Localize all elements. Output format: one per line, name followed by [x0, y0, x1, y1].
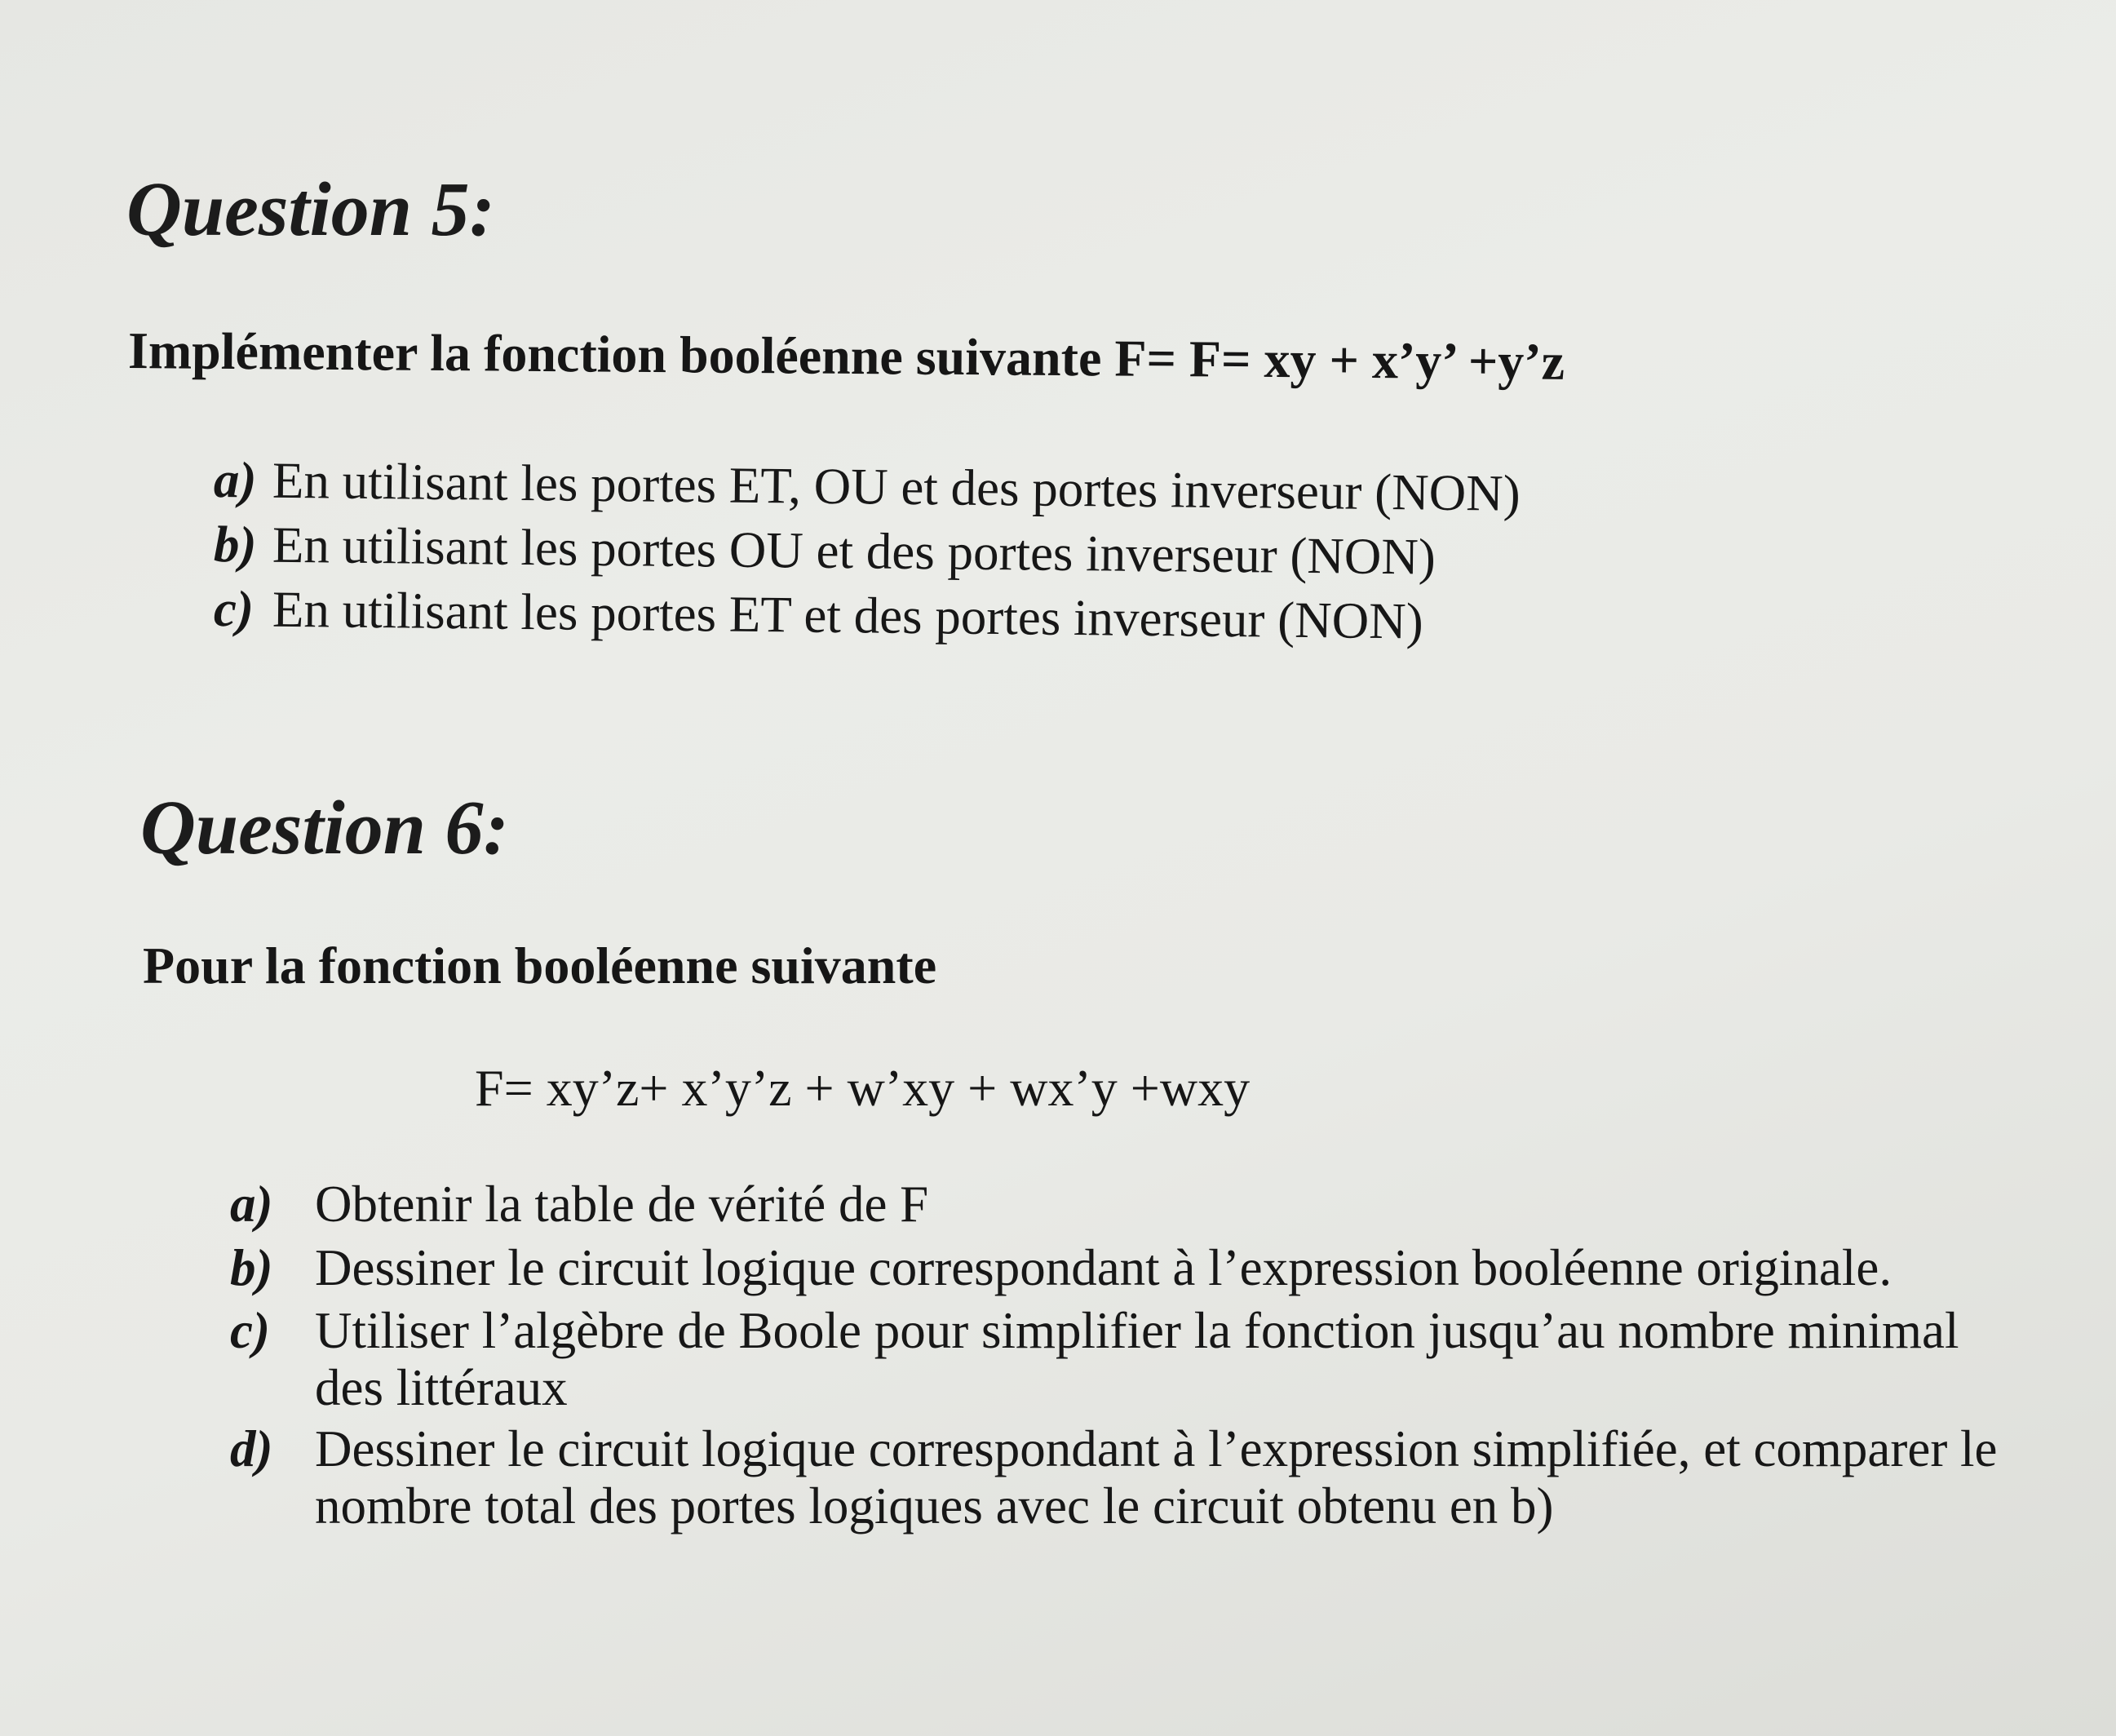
question-6-item-a — [230, 1176, 929, 1233]
item-marker: b) — [230, 1239, 273, 1296]
item-text: En utilisant les portes OU et des portes inverseur (NON) — [272, 516, 1436, 586]
question-6-formula: F= xy’z+ x’y’z + w’xy + wx’y +wxy — [475, 1059, 1251, 1117]
item-text: Dessiner le circuit logique correspondant à l’expression booléenne originale. — [315, 1239, 1892, 1296]
question-5-item-b — [213, 516, 1436, 586]
question-6-title: Question 6: — [140, 786, 509, 870]
item-text: En utilisant les portes ET, OU et des portes inverseur (NON) — [272, 451, 1521, 522]
item-text: Utiliser l’algèbre de Boole pour simplifier la fonction jusqu’au nombre minimal — [315, 1302, 1959, 1359]
item-text: En utilisant les portes ET et des portes inverseur (NON) — [272, 580, 1424, 650]
question-5-statement: Implémenter la fonction booléenne suivante F= F= xy + x’y’ +y’z — [127, 321, 1565, 391]
question-6-item-c-continuation: des littéraux — [315, 1359, 568, 1416]
question-5-item-c — [213, 580, 1424, 650]
item-marker: d) — [230, 1420, 273, 1477]
question-6-statement: Pour la fonction booléenne suivante — [143, 937, 937, 994]
item-marker: c) — [230, 1302, 270, 1359]
item-text: Obtenir la table de vérité de F — [315, 1176, 929, 1233]
question-5-item-a — [213, 451, 1521, 522]
question-5-title: Question 5: — [126, 167, 495, 252]
item-text: Dessiner le circuit logique correspondant à l’expression simplifiée, et comparer le — [315, 1420, 1998, 1477]
question-6-item-b — [230, 1239, 1892, 1296]
item-marker: c) — [213, 580, 255, 638]
item-marker: b) — [213, 516, 257, 574]
question-6-item-d — [230, 1420, 1998, 1477]
question-6-item-d-continuation: nombre total des portes logiques avec le circuit obtenu en b) — [315, 1477, 1554, 1534]
item-marker: a) — [213, 451, 257, 509]
question-6-item-c — [230, 1302, 1959, 1359]
item-marker: a) — [230, 1176, 273, 1233]
